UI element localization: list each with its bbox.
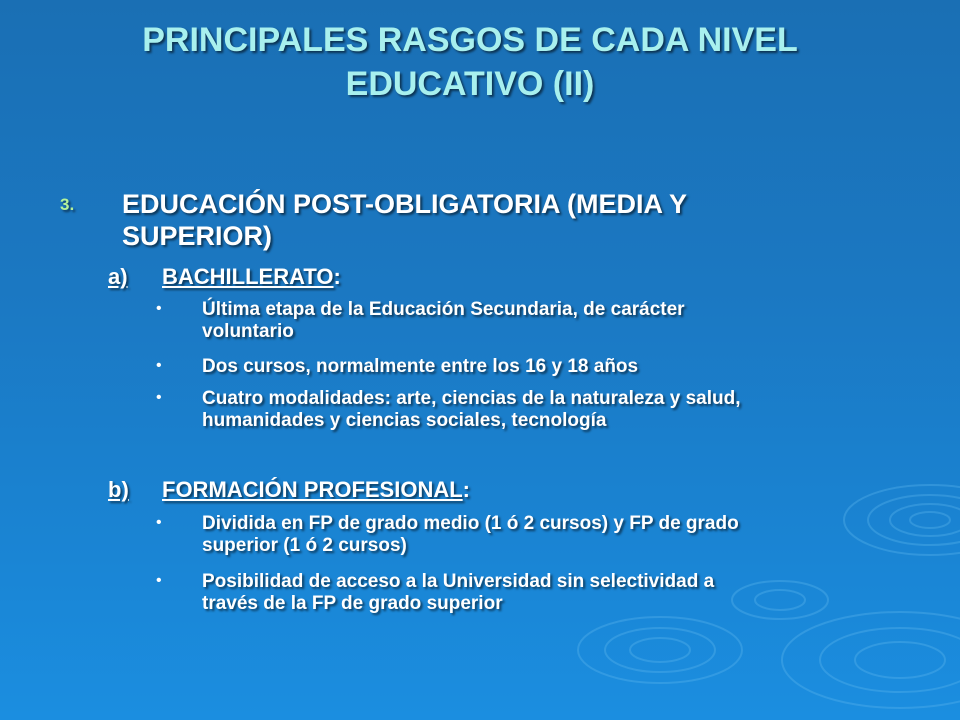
slide-title-line-2: EDUCATIVO (II): [345, 65, 595, 103]
bullet-line: Última etapa de la Educación Secundaria, de carácter: [202, 299, 685, 320]
bullet-line: Cuatro modalidades: arte, ciencias de la naturaleza y salud,: [202, 388, 741, 409]
slide-title-line-1: PRINCIPALES RASGOS DE CADA NIVEL: [142, 21, 798, 59]
bullet-text: [202, 513, 902, 557]
subsection-b-colon: :: [462, 477, 470, 502]
bullet-line: través de la FP de grado superior: [202, 593, 503, 614]
bullet-marker: •: [156, 300, 162, 317]
bullet-line: Posibilidad de acceso a la Universidad sin selectividad a: [202, 571, 715, 592]
subsection-a-letter: a): [108, 264, 128, 289]
slide-title: [60, 18, 880, 106]
bullet-line: Dividida en FP de grado medio (1 ó 2 cursos) y FP de grado: [202, 513, 739, 534]
bullet-text: [202, 299, 902, 343]
bullet-line: voluntario: [202, 321, 294, 342]
bullet-line: humanidades y ciencias sociales, tecnología: [202, 410, 607, 431]
subsection-b-letter: b): [108, 477, 129, 502]
section-title-line-2: SUPERIOR): [122, 221, 273, 251]
bullet-line: Dos cursos, normalmente entre los 16 y 18 años: [202, 356, 639, 377]
bullet-text: [202, 388, 902, 432]
section-number: 3.: [60, 195, 75, 214]
subsection-a-heading: [162, 264, 341, 290]
subsection-a-colon: :: [333, 264, 341, 289]
bullet-text: [202, 571, 902, 615]
subsection-b-label: FORMACIÓN PROFESIONAL: [162, 477, 463, 502]
subsection-a-label: BACHILLERATO: [162, 264, 334, 289]
bullet-line: superior (1 ó 2 cursos): [202, 535, 407, 556]
bullet-marker: •: [156, 572, 162, 589]
section-title-line-1: EDUCACIÓN POST-OBLIGATORIA (MEDIA Y: [122, 189, 688, 219]
bullet-marker: •: [156, 389, 162, 406]
bullet-marker: •: [156, 357, 162, 374]
bullet-text: [202, 356, 902, 378]
subsection-b-heading: [162, 477, 470, 503]
section-title: [122, 188, 842, 252]
bullet-marker: •: [156, 514, 162, 531]
